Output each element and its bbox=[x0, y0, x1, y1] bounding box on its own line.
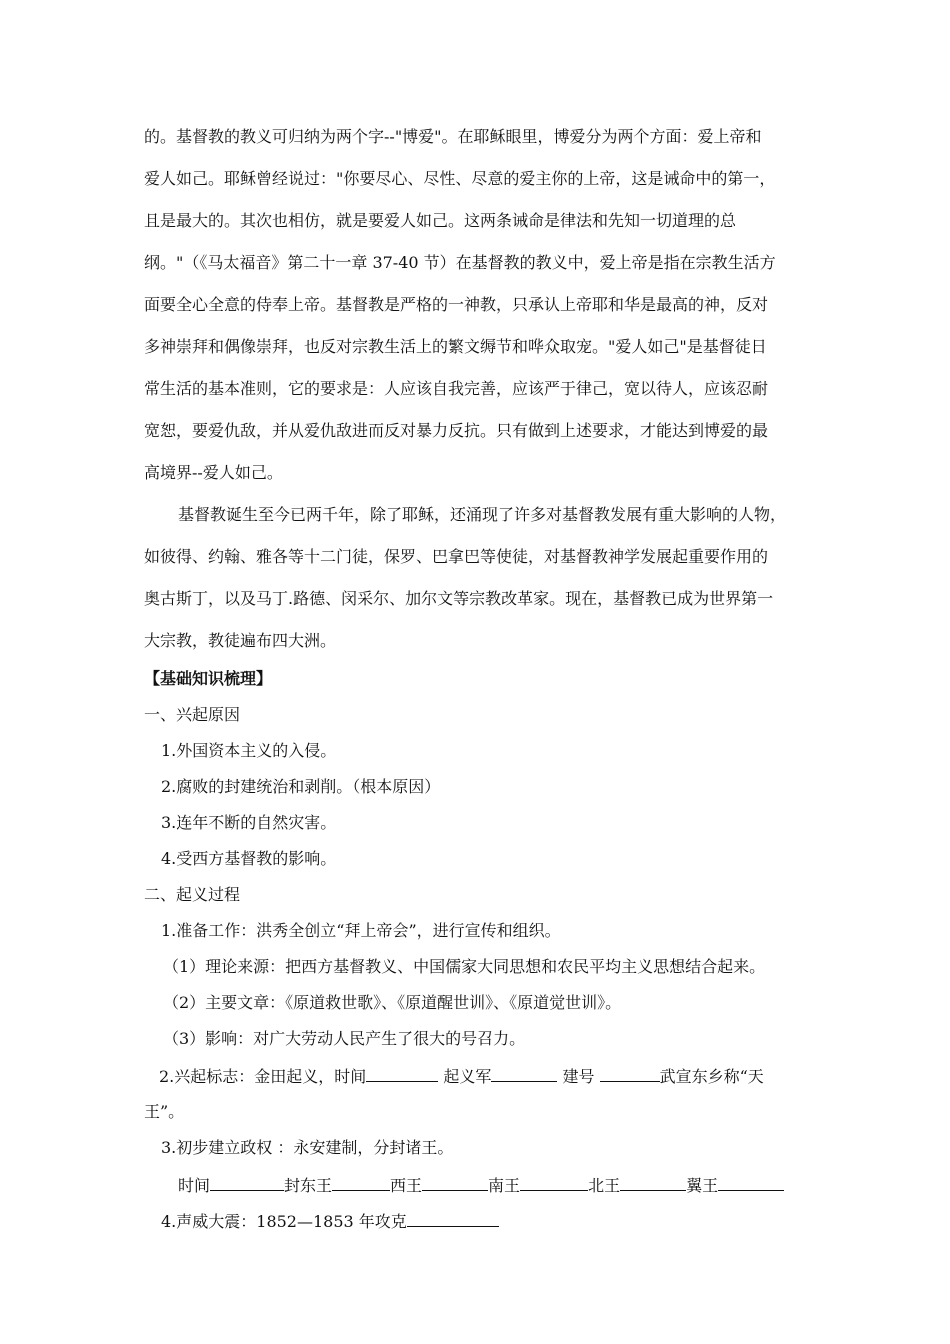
part1-item-2: 2.腐败的封建统治和剥削。（根本原因） bbox=[161, 777, 441, 796]
intro-line-9: 高境界--爱人如己。 bbox=[144, 463, 283, 482]
part1-item-4: 4.受西方基督教的影响。 bbox=[161, 849, 337, 868]
intro-line-2: 爱人如己。耶稣曾经说过："你要尽心、尽性、尽意的爱主你的上帝，这是诫命中的第一， bbox=[144, 169, 776, 188]
part2-sub-2: （2）主要文章：《原道救世歌》、《原道醒世训》、《原道觉世训》。 bbox=[163, 993, 622, 1012]
captured-blank[interactable] bbox=[407, 1210, 499, 1227]
west-king-label: 西王 bbox=[390, 1176, 423, 1195]
north-king-blank[interactable] bbox=[620, 1174, 686, 1191]
part2-item-2-cont: 王”。 bbox=[144, 1102, 185, 1121]
item2-reign-label: 建号 bbox=[562, 1067, 595, 1086]
kings-time-label: 时间 bbox=[178, 1176, 211, 1195]
east-king-blank[interactable] bbox=[332, 1174, 390, 1191]
part2-item-2 bbox=[159, 1065, 764, 1087]
intro-line-4: 纲。"（《马太福音》第二十一章 37-40 节）在基督教的教义中，爱上帝是指在宗教生活方 bbox=[144, 253, 776, 272]
east-king-label: 封东王 bbox=[284, 1176, 333, 1195]
yi-king-blank[interactable] bbox=[718, 1174, 784, 1191]
section-heading: 【基础知识梳理】 bbox=[144, 669, 273, 688]
kings-row bbox=[178, 1174, 784, 1196]
intro-line-1: 的。基督教的教义可归纳为两个字--"博爱"。在耶稣眼里，博爱分为两个方面：爱上帝和 bbox=[144, 127, 762, 146]
part1-title: 一、兴起原因 bbox=[144, 705, 241, 724]
item2-army-label: 起义军 bbox=[443, 1067, 492, 1086]
para2-line-3: 奥古斯丁，以及马丁.路德、闵采尔、加尔文等宗教改革家。现在，基督教已成为世界第一 bbox=[144, 589, 774, 608]
part2-item-1: 1.准备工作：洪秀全创立“拜上帝会”，进行宣传和组织。 bbox=[161, 921, 561, 940]
part2-item-3: 3.初步建立政权 ：永安建制，分封诸王。 bbox=[161, 1138, 454, 1157]
item4-text: 4.声威大震：1852—1853 年攻克 bbox=[161, 1212, 407, 1231]
part1-item-3: 3.连年不断的自然灾害。 bbox=[161, 813, 337, 832]
army-blank[interactable] bbox=[491, 1065, 557, 1082]
south-king-blank[interactable] bbox=[520, 1174, 588, 1191]
intro-line-3: 且是最大的。其次也相仿，就是要爱人如己。这两条诫命是律法和先知一切道理的总 bbox=[144, 211, 737, 230]
para2-line-2: 如彼得、约翰、雅各等十二门徒，保罗、巴拿巴等使徒，对基督教神学发展起重要作用的 bbox=[144, 547, 769, 566]
item2-prefix: 2.兴起标志：金田起义，时间 bbox=[159, 1067, 367, 1086]
para2-line-1: 基督教诞生至今已两千年，除了耶稣，还涌现了许多对基督教发展有重大影响的人物， bbox=[178, 505, 787, 524]
part2-title: 二、起义过程 bbox=[144, 885, 241, 904]
yi-king-label: 翼王 bbox=[686, 1176, 719, 1195]
intro-line-6: 多神崇拜和偶像崇拜，也反对宗教生活上的繁文缛节和哗众取宠。"爱人如己"是基督徒日 bbox=[144, 337, 767, 356]
west-king-blank[interactable] bbox=[422, 1174, 488, 1191]
kings-time-blank[interactable] bbox=[210, 1174, 284, 1191]
north-king-label: 北王 bbox=[588, 1176, 621, 1195]
part1-item-1: 1.外国资本主义的入侵。 bbox=[161, 741, 337, 760]
intro-line-8: 宽恕，要爱仇敌，并从爱仇敌进而反对暴力反抗。只有做到上述要求，才能达到博爱的最 bbox=[144, 421, 769, 440]
intro-line-5: 面要全心全意的侍奉上帝。基督教是严格的一神教，只承认上帝耶和华是最高的神，反对 bbox=[144, 295, 769, 314]
intro-line-7: 常生活的基本准则，它的要求是：人应该自我完善，应该严于律己，宽以待人，应该忍耐 bbox=[144, 379, 769, 398]
time-blank[interactable] bbox=[366, 1065, 438, 1082]
part2-item-4 bbox=[161, 1210, 499, 1232]
para2-line-4: 大宗教，教徒遍布四大洲。 bbox=[144, 631, 337, 650]
south-king-label: 南王 bbox=[488, 1176, 521, 1195]
item2-suffix: 武宣东乡称“天 bbox=[659, 1067, 764, 1086]
reign-blank[interactable] bbox=[600, 1065, 660, 1082]
part2-sub-3: （3）影响：对广大劳动人民产生了很大的号召力。 bbox=[163, 1029, 526, 1048]
part2-sub-1: （1）理论来源：把西方基督教义、中国儒家大同思想和农民平均主义思想结合起来。 bbox=[163, 957, 766, 976]
